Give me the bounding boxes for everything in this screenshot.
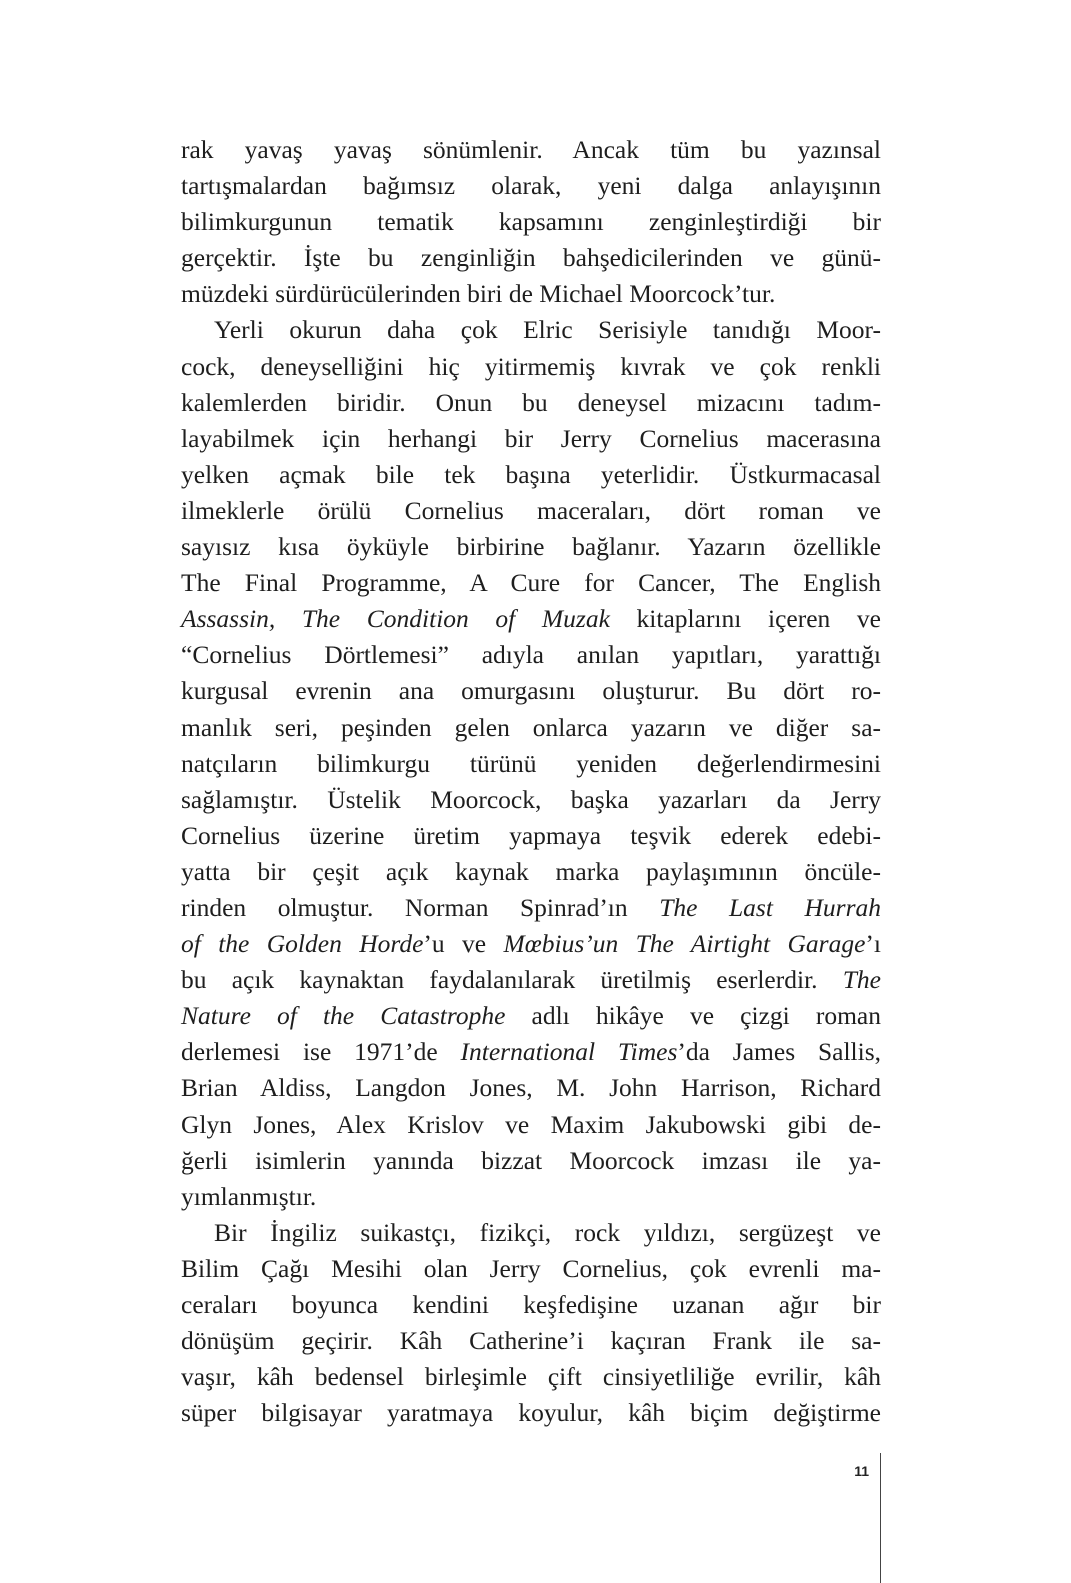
text-line: kurgusal evrenin ana omurgasını oluşturur. Bu dört ro- — [181, 676, 881, 706]
text-line: layabilmek için herhangi bir Jerry Cornelius macerasına — [181, 423, 881, 453]
text-line: manlık seri, peşinden gelen onlarca yazarın ve diğer sa- — [181, 712, 881, 742]
text-line: yatta bir çeşit açık kaynak marka paylaşımının öncüle- — [181, 856, 881, 886]
text-line: gerçektir. İşte bu zenginliğin bahşedicilerinden ve günü- — [181, 243, 881, 273]
text-line: Bilim Çağı Mesihi olan Jerry Cornelius, çok evrenli ma- — [181, 1253, 881, 1283]
text-span: ’u ve — [423, 929, 504, 959]
text-line — [181, 890, 881, 926]
body-text — [181, 132, 881, 1431]
margin-rule — [880, 1453, 881, 1583]
text-line: tartışmalardan bağımsız olarak, yeni dalga anlayışının — [181, 171, 881, 201]
text-line — [181, 601, 881, 637]
text-line: sayısız kısa öyküyle birbirine bağlanır. Yazarın özellikle — [181, 532, 881, 562]
text-line — [181, 1034, 881, 1070]
italic-title: of the Golden Horde — [181, 929, 424, 959]
italic-title: Mœbius’un The Airtight Garage — [503, 929, 866, 959]
italic-title: Nature of the Catastrophe — [181, 1001, 506, 1031]
text-line: ilmeklerle örülü Cornelius maceraları, dört roman ve — [181, 495, 881, 525]
text-line: süper bilgisayar yaratmaya koyulur, kâh biçim değiştirme — [181, 1398, 881, 1428]
text-line: Cornelius üzerine üretim yapmaya teşvik ederek edebi- — [181, 820, 881, 850]
text-line: “Cornelius Dörtlemesi” adıyla anılan yapıtları, yarattığı — [181, 640, 881, 670]
italic-title: Assassin, The Condition of Muzak — [181, 604, 610, 634]
text-span: ’da James Sallis, — [677, 1037, 882, 1067]
text-line: The Final Programme, A Cure for Cancer, The English — [181, 568, 881, 598]
text-span: rinden olmuştur. Norman Spinrad’ın — [181, 892, 660, 922]
text-span: bu açık kaynaktan faydalanılarak üretilmiş eserlerdir. — [181, 965, 843, 995]
text-line: yelken açmak bile tek başına yeterlidir. Üstkurmacasal — [181, 459, 881, 489]
page-number: 11 — [854, 1463, 869, 1479]
text-span: adlı hikâye ve çizgi roman — [505, 1001, 881, 1031]
text-span: kitaplarını içeren ve — [609, 604, 881, 634]
italic-title: The Last Hurrah — [659, 892, 882, 922]
text-span: derlemesi ise 1971’de — [181, 1037, 461, 1067]
text-line: sağlamıştır. Üstelik Moorcock, başka yazarları da Jerry — [181, 784, 881, 814]
text-line: Brian Aldiss, Langdon Jones, M. John Harrison, Richard — [181, 1073, 881, 1103]
text-line: kalemlerden biridir. Onun bu deneysel mizacını tadım- — [181, 387, 881, 417]
text-line: Bir İngiliz suikastçı, fizikçi, rock yıldızı, sergüzeşt ve — [214, 1217, 881, 1247]
text-line: müzdeki sürdürücülerinden biri de Michael Moorcock’tur. — [181, 279, 776, 309]
text-line: vaşır, kâh bedensel birleşimle çift cinsiyetliliğe evrilir, kâh — [181, 1362, 881, 1392]
text-line: Yerli okurun daha çok Elric Serisiyle tanıdığı Moor- — [214, 315, 881, 345]
text-line: bilimkurgunun tematik kapsamını zenginleştirdiği bir — [181, 207, 881, 237]
text-line — [181, 962, 881, 998]
text-line: cock, deneyselliğini hiç yitirmemiş kıvrak ve çok renkli — [181, 351, 881, 381]
text-line: dönüşüm geçirir. Kâh Catherine’i kaçıran Frank ile sa- — [181, 1326, 881, 1356]
text-line — [181, 998, 881, 1034]
text-line: rak yavaş yavaş sönümlenir. Ancak tüm bu yazınsal — [181, 135, 881, 164]
text-line: ceraları boyunca kendini keşfedişine uzanan ağır bir — [181, 1290, 881, 1319]
text-line: Glyn Jones, Alex Krislov ve Maxim Jakubowski gibi de- — [181, 1109, 881, 1139]
italic-title: International Times — [460, 1037, 678, 1067]
italic-title: The — [842, 965, 881, 995]
text-line: natçıların bilimkurgu türünü yeniden değerlendirmesini — [181, 748, 881, 778]
text-line — [181, 926, 881, 962]
text-line: ğerli isimlerin yanında bizzat Moorcock imzası ile ya- — [181, 1145, 881, 1175]
text-line: yımlanmıştır. — [181, 1181, 317, 1211]
text-span: ’ı — [865, 929, 881, 959]
